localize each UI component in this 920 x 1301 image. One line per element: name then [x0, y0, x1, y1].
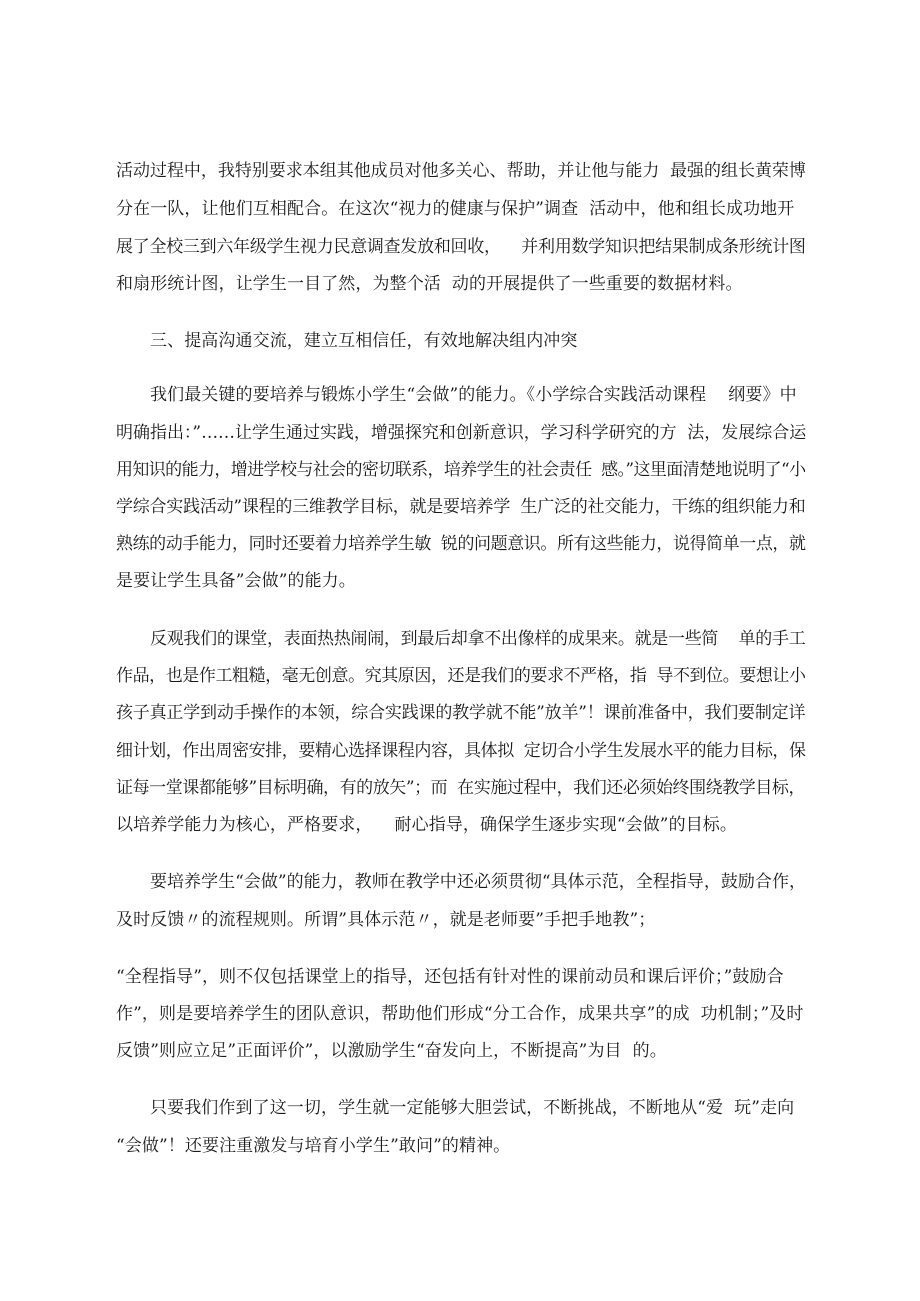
text-line: 孩子真正学到动手操作的本领，综合实践课的教学就不能”放羊”！课前准备中，我们要制定详: [116, 703, 806, 723]
section-heading: 三、提高沟通交流，建立互相信任，有效地解决组内冲突: [150, 331, 578, 351]
text-line: 明确指出：”……让学生通过实践，增强探究和创新意识，学习科学研究的方 法，发展综合运: [116, 423, 807, 443]
text-line: 只要我们作到了这一切，学生就一定能够大胆尝试，不断挑战，不断地从“爱 玩”走向: [150, 1098, 795, 1118]
text-line: 是要让学生具备”会做”的能力。: [116, 571, 356, 591]
text-line: 作”，则是要培养学生的团队意识，帮助他们形成“分工合作，成果共享”的成 功机制；”及时: [116, 1004, 804, 1024]
text-line: 分在一队，让他们互相配合。在这次“视力的健康与保护”调查 活动中，他和组长成功地开: [116, 199, 795, 219]
text-line: “全程指导”，则不仅包括课堂上的指导，还包括有针对性的课前动员和课后评价；”鼓励合: [116, 967, 784, 987]
text-line: 反观我们的课堂，表面热热闹闹，到最后却拿不出像样的成果来。就是一些简 单的手工: [150, 629, 806, 649]
text-line: 展了全校三到六年级学生视力民意调查发放和回收， 并利用数学知识把结果制成条形统计图: [116, 237, 806, 257]
text-line: 熟练的动手能力，同时还要着力培养学生敏 锐的问题意识。所有这些能力，说得简单一点，就: [116, 534, 806, 554]
text-line: 和扇形统计图，让学生一目了然，为整个活 动的开展提供了一些重要的数据材料。: [116, 274, 743, 294]
text-line: 及时反馈〃的流程规则。所谓”具体示范〃，就是老师要”手把手地教”；: [116, 910, 656, 930]
text-line: 证每一堂课都能够”目标明确，有的放矢”；而 在实施过程中，我们还必须始终围绕教学目标，: [116, 778, 806, 798]
text-line: 学综合实践活动”课程的三维教学目标，就是要培养学 生广泛的社交能力，干练的组织能力和: [116, 497, 806, 517]
text-line: 细计划，作出周密安排，要精心选择课程内容，具体拟 定切合小学生发展水平的能力目标，保: [116, 741, 806, 761]
text-line: 作品，也是作工粗糙，毫无创意。究其原因，还是我们的要求不严格，指 导不到位。要想让小: [116, 666, 806, 686]
text-line: 我们最关键的要培养与锻炼小学生“会做”的能力。《小学综合实践活动课程 纲要》中: [150, 385, 797, 405]
text-line: 要培养学生“会做”的能力，教师在教学中还必须贯彻“具体示范，全程指导，鼓励合作，: [150, 872, 806, 892]
text-line: 反馈”则应立足”正面评价”，以激励学生“奋发向上，不断提高”为目 的。: [116, 1041, 667, 1061]
text-line: 活动过程中，我特别要求本组其他成员对他多关心、帮助，并让他与能力 最强的组长黄荣博: [116, 161, 806, 181]
text-line: “会做”！还要注重激发与培育小学生”敢问”的精神。: [116, 1136, 511, 1156]
text-line: 用知识的能力，增进学校与社会的密切联系，培养学生的社会责任 感。”这里面清楚地说明了“小: [116, 460, 806, 480]
text-line: 以培养学能力为核心，严格要求， 耐心指导，确保学生逐步实现“会做”的目标。: [116, 815, 737, 835]
